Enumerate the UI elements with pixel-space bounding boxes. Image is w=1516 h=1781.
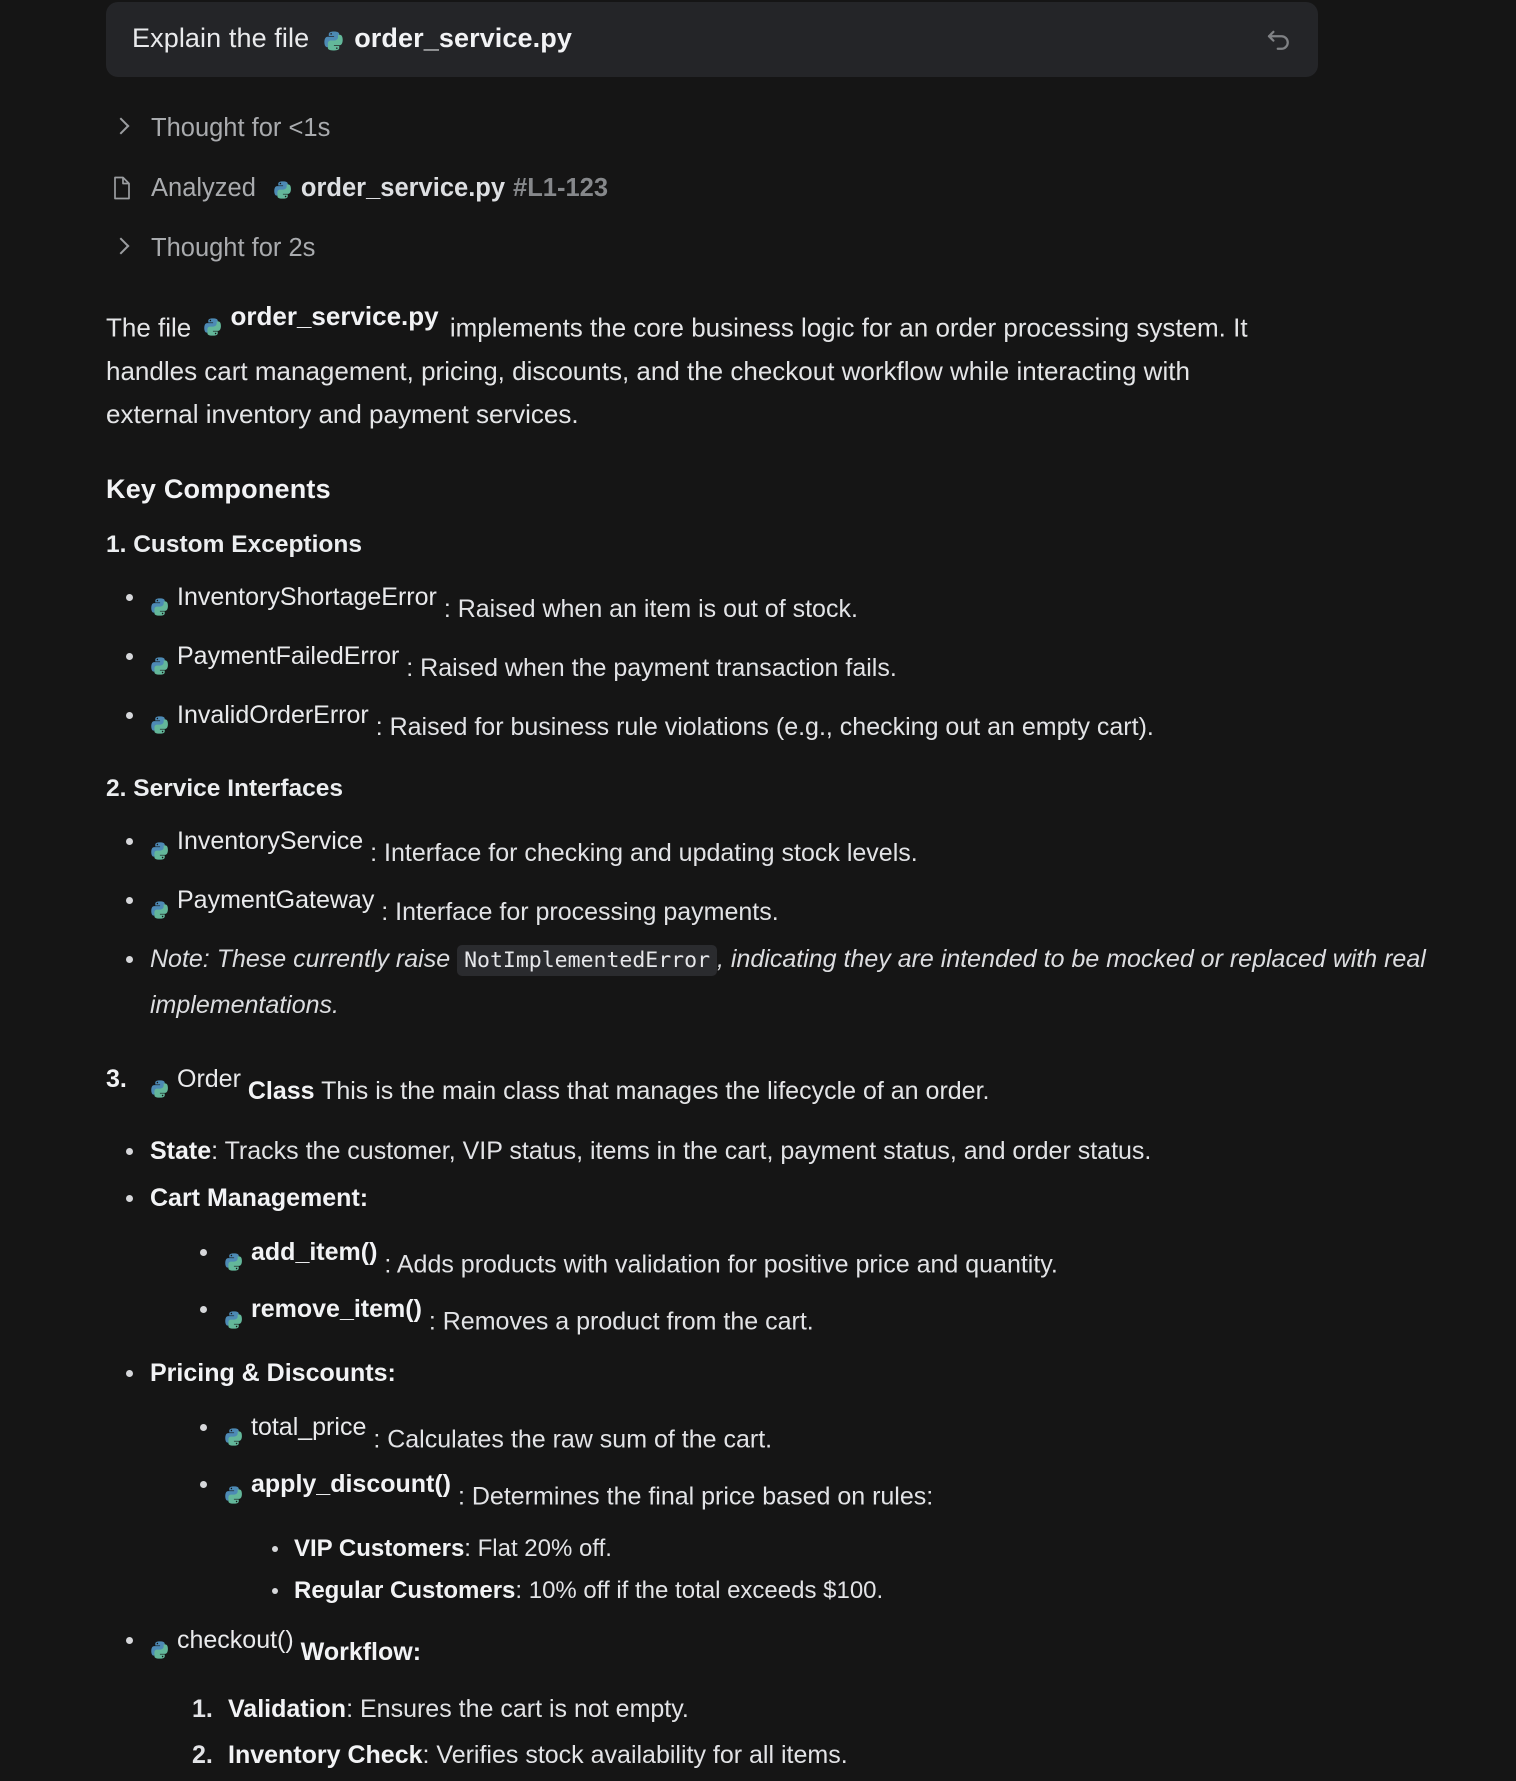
chevron-right-icon [112,237,134,259]
checkout-colon: : [412,1637,422,1666]
code-identifier [224,1405,366,1450]
list-item [224,1287,1426,1345]
step-label: Thought for 2s [151,233,316,262]
symbol-name: apply_discount() [251,1470,452,1498]
undo-icon[interactable] [1264,25,1294,55]
python-icon [150,890,170,910]
intro-file-chip[interactable] [199,295,443,338]
file-icon [110,175,134,201]
code-identifier [150,1618,294,1662]
list-item [224,1405,1426,1463]
python-icon [224,1300,244,1320]
list-item [224,1230,1426,1288]
code-identifier [224,1287,422,1332]
step-label: Thought for <1s [151,113,331,142]
rule-label: VIP Customers [294,1534,465,1562]
analyzed-line-range: #L1-123 [513,173,609,202]
list-item [294,1570,1426,1612]
python-icon [150,1630,170,1650]
user-prompt-bubble[interactable] [106,2,1318,77]
symbol-name: Order [177,1064,241,1093]
code-identifier [150,693,369,737]
cart-methods-list [150,1230,1426,1345]
symbol-name: add_item() [251,1237,378,1266]
list-item [150,693,1426,749]
step-label: Validation [228,1694,347,1723]
python-icon [224,1417,244,1437]
code-identifier [150,819,363,863]
list-item [150,634,1426,690]
symbol-desc: : Interface for processing payments. [381,897,779,926]
cart-colon: : [359,1183,369,1212]
code-identifier [224,1230,377,1275]
step-thought-2[interactable] [106,227,1426,269]
python-icon [150,831,170,851]
symbol-desc: : Determines the final price based on rules: [457,1482,934,1511]
list-item [224,1462,1426,1612]
step-label: Analyzed [151,173,256,202]
symbol-name: remove_item() [251,1295,422,1323]
list-item [150,575,1426,631]
prompt-text [132,23,572,54]
subsection-order-class [106,1057,1426,1113]
pricing-colon: : [387,1358,396,1387]
intro-file-name: order_service.py [230,301,439,331]
python-icon [224,1242,244,1262]
intro-paragraph [106,295,1286,436]
symbol-desc: : Interface for checking and updating stock levels. [370,838,918,867]
symbol-desc: : Raised when an item is out of stock. [443,594,858,623]
conversation-content [106,0,1426,1781]
list-item-state [150,1129,1426,1173]
order-class-details [106,1129,1426,1778]
python-icon [273,178,293,198]
checkout-steps-list [150,1686,1426,1778]
subsection-service-interfaces: 2. Service Interfaces [106,774,343,802]
analyzed-file-chip[interactable] [273,174,608,203]
list-item [294,1528,1426,1570]
prompt-lead: Explain the file [132,23,310,53]
prompt-file-name: order_service.py [354,23,572,53]
python-icon [150,1069,170,1089]
symbol-desc: : Adds products with validation for positive price and quantity. [384,1250,1058,1278]
intro-lead: The file [106,312,192,343]
step-thought-1[interactable] [106,107,1426,149]
python-icon [203,307,223,327]
state-label: State [150,1136,212,1165]
symbol-name: checkout() [177,1625,294,1654]
symbol-desc: : Calculates the raw sum of the cart. [373,1425,773,1453]
list-item [150,878,1426,934]
page-title: Key Components [106,473,331,504]
symbol-desc: : Removes a product from the cart. [428,1307,814,1336]
state-desc: : Tracks the customer, VIP status, items in the cart, payment status, and order status. [211,1136,1152,1165]
chevron-right-icon [112,117,134,139]
service-interfaces-list [106,819,1426,1027]
symbol-name: total_price [251,1412,367,1441]
rule-desc: : 10% off if the total exceeds $100. [515,1576,884,1604]
list-item [150,819,1426,875]
rule-desc: : Flat 20% off. [464,1534,612,1562]
step-analyzed-file[interactable] [106,167,1426,209]
step-desc: : Ensures the cart is not empty. [346,1694,689,1723]
list-item [228,1686,1426,1732]
reasoning-steps [106,107,1426,269]
step-label: Inventory Check [228,1740,423,1769]
code-identifier [150,1057,241,1101]
discount-rules-list [224,1528,1426,1612]
inline-code: NotImplementedError [457,945,717,976]
symbol-desc: : Raised when the payment transaction fails. [406,653,897,682]
symbol-name: InventoryService [177,826,364,855]
symbol-name: InventoryShortageError [177,582,437,611]
item-number: 3. [106,1064,127,1093]
intro-rest: implements the core business logic for an order processing system. It handles cart management, pricing, discounts, and the checkout workflow while interacting with external inventory and payment services. [106,312,1248,429]
symbol-name: InvalidOrderError [177,700,369,729]
code-identifier [224,1462,451,1507]
note-pre: Note: These currently raise [150,944,451,973]
symbol-desc: : Raised for business rule violations (e.g., checking out an empty cart). [375,712,1154,741]
cart-label: Cart Management [150,1183,360,1212]
rule-label: Regular Customers [294,1576,516,1604]
checkout-word: Workflow [300,1637,413,1666]
class-word: Class [247,1076,315,1105]
code-identifier [150,634,399,678]
python-icon [150,587,170,607]
list-item-checkout [150,1618,1426,1778]
code-identifier [150,878,374,922]
python-icon [150,705,170,725]
custom-exceptions-list [106,575,1426,749]
pricing-label: Pricing & Discounts [150,1358,388,1387]
list-item-pricing [150,1351,1426,1612]
step-desc: : Verifies stock availability for all items. [422,1740,848,1769]
code-identifier [150,575,437,619]
python-icon [224,1475,244,1495]
python-icon [323,28,345,50]
list-item [228,1732,1426,1778]
prompt-file-chip[interactable] [323,23,572,54]
python-icon [150,646,170,666]
pricing-methods-list [150,1405,1426,1612]
analyzed-file-name: order_service.py [300,173,506,202]
class-desc: This is the main class that manages the lifecycle of an order. [321,1076,990,1105]
symbol-name: PaymentFailedError [177,641,400,670]
subsection-custom-exceptions: 1. Custom Exceptions [106,530,362,558]
list-item-note [150,937,1426,1027]
note-post: , indicating they are intended to be mocked or replaced with real implementations. [150,944,1426,1019]
list-item-cart-management [150,1176,1426,1345]
symbol-name: PaymentGateway [177,885,375,914]
